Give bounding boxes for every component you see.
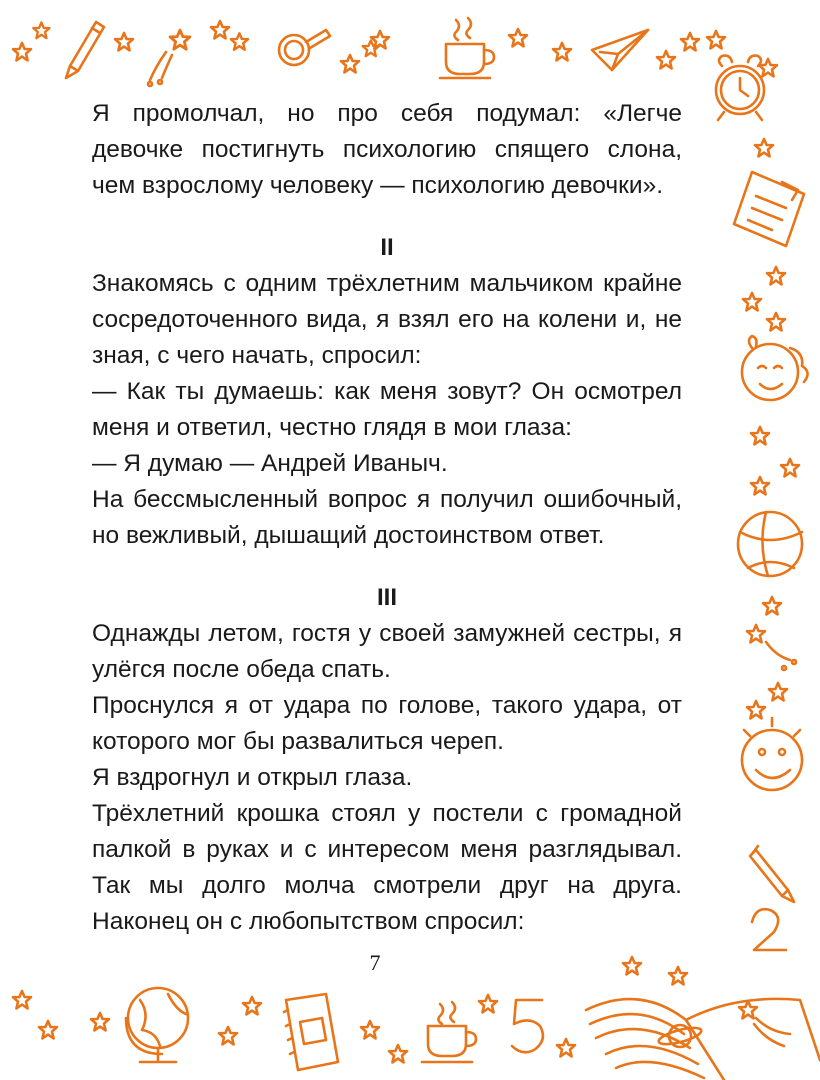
star-icon	[781, 459, 799, 476]
pen-icon	[750, 846, 794, 902]
star-icon	[707, 31, 725, 48]
smiley-face-icon	[742, 718, 802, 790]
star-icon	[361, 1021, 379, 1038]
star-icon	[755, 139, 773, 156]
note-icon	[734, 172, 804, 246]
star-icon	[751, 427, 769, 444]
star-icon	[509, 29, 527, 46]
star-icon	[769, 683, 787, 700]
pen-icon	[66, 22, 104, 78]
paragraph: — Я думаю — Андрей Иваныч.	[92, 450, 448, 477]
paragraph: Я промолчал, но про себя подумал: «Легче девочке постигнуть психологию спящего слона, чем взрослому человеку — психологию девочки».	[92, 100, 682, 199]
chapter-heading: II	[380, 234, 394, 261]
star-icon	[363, 41, 379, 57]
star-icon	[657, 51, 675, 68]
star-icon	[39, 1021, 57, 1038]
ball-icon	[738, 512, 802, 576]
paper-plane-icon	[592, 30, 648, 70]
shooting-star-icon	[739, 1001, 790, 1046]
alarm-clock-icon	[716, 56, 764, 120]
star-icon	[747, 701, 765, 718]
paragraph: На бессмысленный вопрос я получил ошибочный, но вежливый, дышащий достоинством ответ.	[92, 486, 682, 549]
star-icon	[743, 293, 761, 310]
open-book-icon	[586, 999, 820, 1080]
star-icon	[371, 31, 389, 48]
girl-face-icon	[742, 336, 808, 400]
star-icon	[13, 43, 31, 60]
paragraph: Трёхлетний крошка стоял у постели с громадной палкой в руках и с интересом меня разглядывал. Так мы долго молча смотрели друг на друга. Наконец он с любопытством спросил:	[92, 800, 682, 935]
shooting-star-icon	[148, 30, 190, 86]
star-icon	[763, 597, 781, 614]
chapter-heading: III	[376, 584, 397, 611]
star-icon	[759, 59, 777, 76]
globe-icon	[126, 988, 188, 1062]
paragraph: Я вздрогнул и открыл глаза.	[92, 764, 413, 791]
star-icon	[681, 33, 699, 50]
star-icon	[479, 995, 497, 1012]
star-icon	[91, 1013, 109, 1030]
star-icon	[341, 55, 359, 72]
star-icon	[389, 1045, 407, 1062]
paragraph: — Как ты думаешь: как меня зовут? Он осмотрел меня и ответил, честно глядя в мои глаза:	[92, 378, 682, 441]
star-icon	[243, 997, 261, 1014]
paragraph: Проснулся я от удара по голове, такого удара, от которого мог бы развалиться череп.	[92, 692, 682, 755]
coffee-cup-icon	[422, 1002, 476, 1062]
magnifier-icon	[279, 30, 330, 65]
number-five-icon	[512, 1000, 543, 1052]
star-icon	[115, 33, 133, 50]
page-text	[92, 96, 682, 940]
star-icon	[33, 23, 49, 39]
paragraph: Знакомясь с одним трёхлетним мальчиком крайне сосредоточенного вида, я взял его на колени и, не зная, с чего начать, спросил:	[92, 270, 682, 369]
star-icon	[751, 477, 769, 494]
number-two-icon	[752, 909, 786, 950]
star-icon	[13, 991, 31, 1008]
star-icon	[219, 1027, 237, 1044]
notebook-icon	[284, 994, 338, 1070]
star-icon	[211, 21, 229, 38]
star-icon	[767, 313, 785, 330]
star-icon	[767, 267, 785, 284]
planet-icon	[657, 1025, 703, 1048]
star-icon	[553, 43, 571, 60]
star-icon	[557, 1039, 575, 1056]
paragraph: Однажды летом, гостя у своей замужней сестры, я улёгся после обеда спать.	[92, 620, 682, 683]
star-icon	[231, 33, 248, 50]
shooting-star-icon	[747, 625, 796, 670]
coffee-cup-icon	[440, 18, 494, 78]
page-number: 7	[369, 950, 381, 975]
